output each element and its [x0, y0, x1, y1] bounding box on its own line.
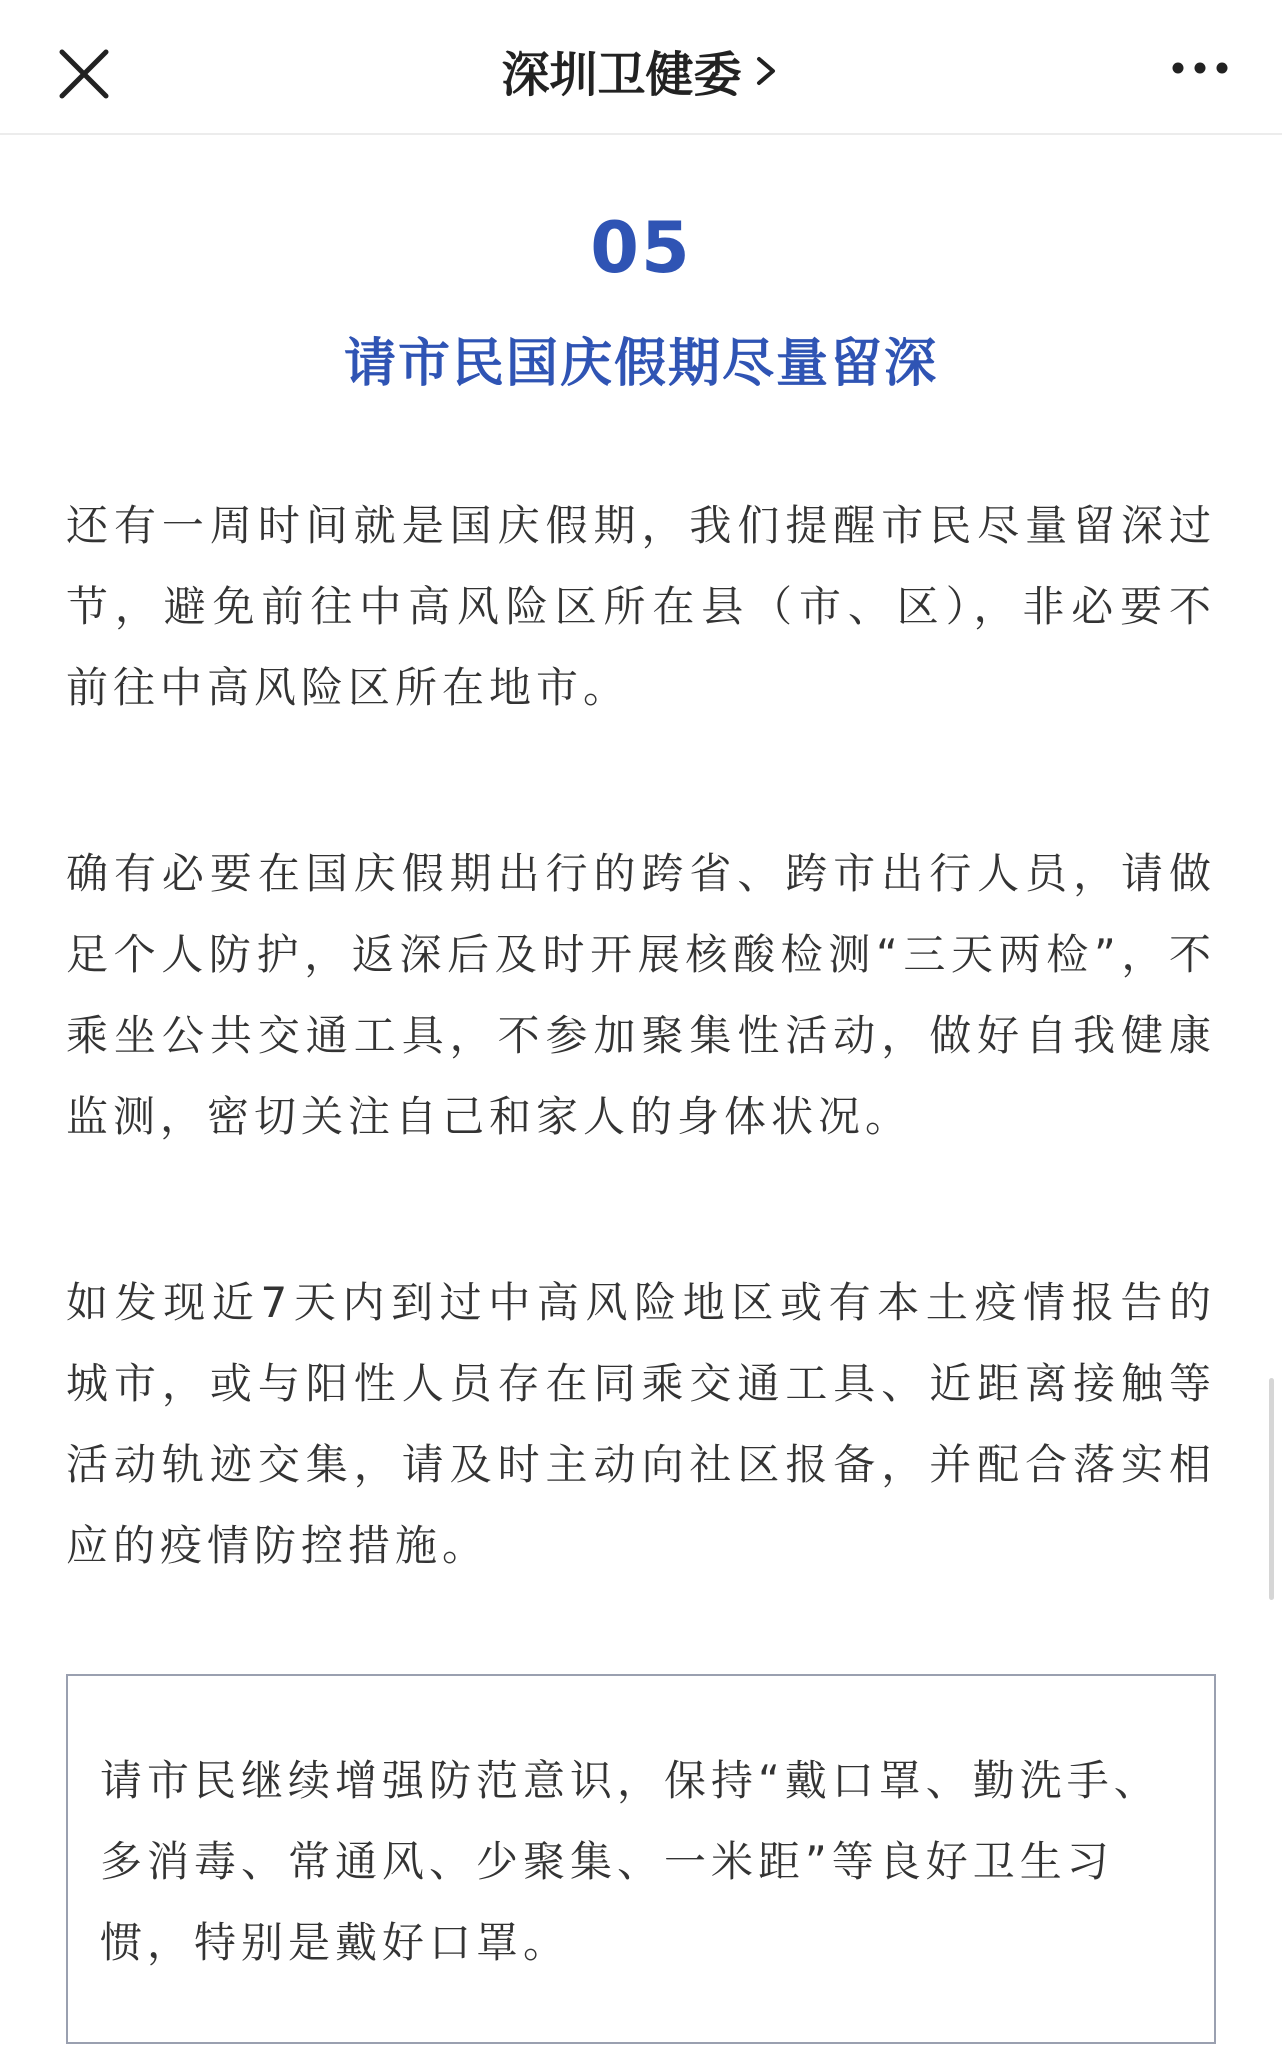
chevron-right-icon — [751, 51, 781, 91]
top-nav-bar — [0, 0, 1282, 135]
more-dots-icon — [1168, 48, 1232, 88]
section-number: 05 — [590, 207, 692, 289]
paragraph-travel-precautions: 确有必要在国庆假期出行的跨省、跨市出行人员，请做足个人防护，返深后及时开展核酸检测“三天两检”，不乘坐公共交通工具，不参加聚集性活动，做好自我健康监测，密切关注自己和家人的身体状况。 — [66, 849, 1216, 1142]
account-title-link[interactable] — [0, 36, 1282, 105]
paragraph-travel-advice: 还有一周时间就是国庆假期，我们提醒市民尽量留深过节，避免前往中高风险区所在县（市、区），非必要不前往中高风险区所在地市。 — [66, 501, 1216, 713]
section-heading: 请市民国庆假期尽量留深 — [343, 334, 938, 394]
article-body — [66, 135, 1216, 1586]
more-button[interactable] — [1168, 48, 1232, 88]
account-title: 深圳卫健委 — [501, 47, 742, 103]
hygiene-notice-box — [66, 1674, 1216, 2044]
paragraph-report-requirement: 如发现近7天内到过中高风险地区或有本土疫情报告的城市，或与阳性人员存在同乘交通工具、近距离接触等活动轨迹交集，请及时主动向社区报备，并配合落实相应的疫情防控措施。 — [66, 1278, 1216, 1571]
scrollbar[interactable] — [1269, 1378, 1274, 1600]
hygiene-notice-text: 请市民继续增强防范意识，保持“戴口罩、勤洗手、多消毒、常通风、少聚集、一米距”等良好卫生习惯，特别是戴好口罩。 — [100, 1756, 1161, 1967]
